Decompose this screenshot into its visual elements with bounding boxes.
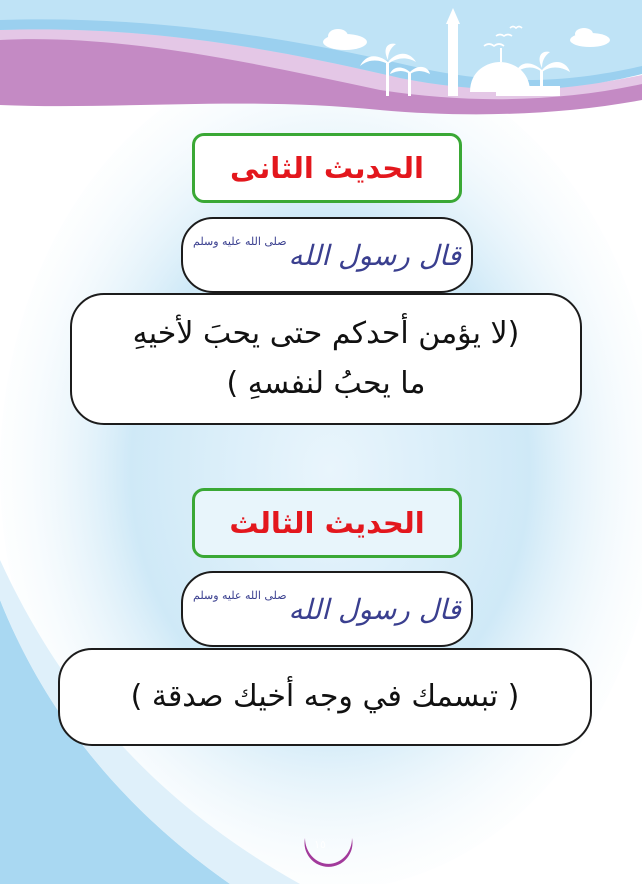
page-number: ١٥ [314,838,326,851]
hadith3-text: ( تبسمك في وجه أخيك صدقة ) [130,679,520,714]
hadith2-title [192,133,462,203]
hadith2-prophet-said [181,217,473,293]
hadith2-text-box [70,293,582,425]
hadith2-line2: ما يحبُ لنفسهِ ) [226,366,426,401]
hadith2-honorific: صلى الله عليه وسلم [193,234,287,248]
hadith3-prophet-said [181,571,473,647]
hadith2-title-text: الحديث الثانى [230,151,424,185]
hadith2-said-text: قال رسول الله [288,238,461,272]
hadith3-honorific: صلى الله عليه وسلم [193,588,287,602]
hadith3-title-text: الحديث الثالث [229,506,425,540]
hadith3-title [192,488,462,558]
hadith3-text-box [58,648,592,746]
hadith3-said-text: قال رسول الله [288,592,461,626]
hadith2-line1: (لا يؤمن أحدكم حتى يحبَ لأخيهِ [132,316,520,351]
